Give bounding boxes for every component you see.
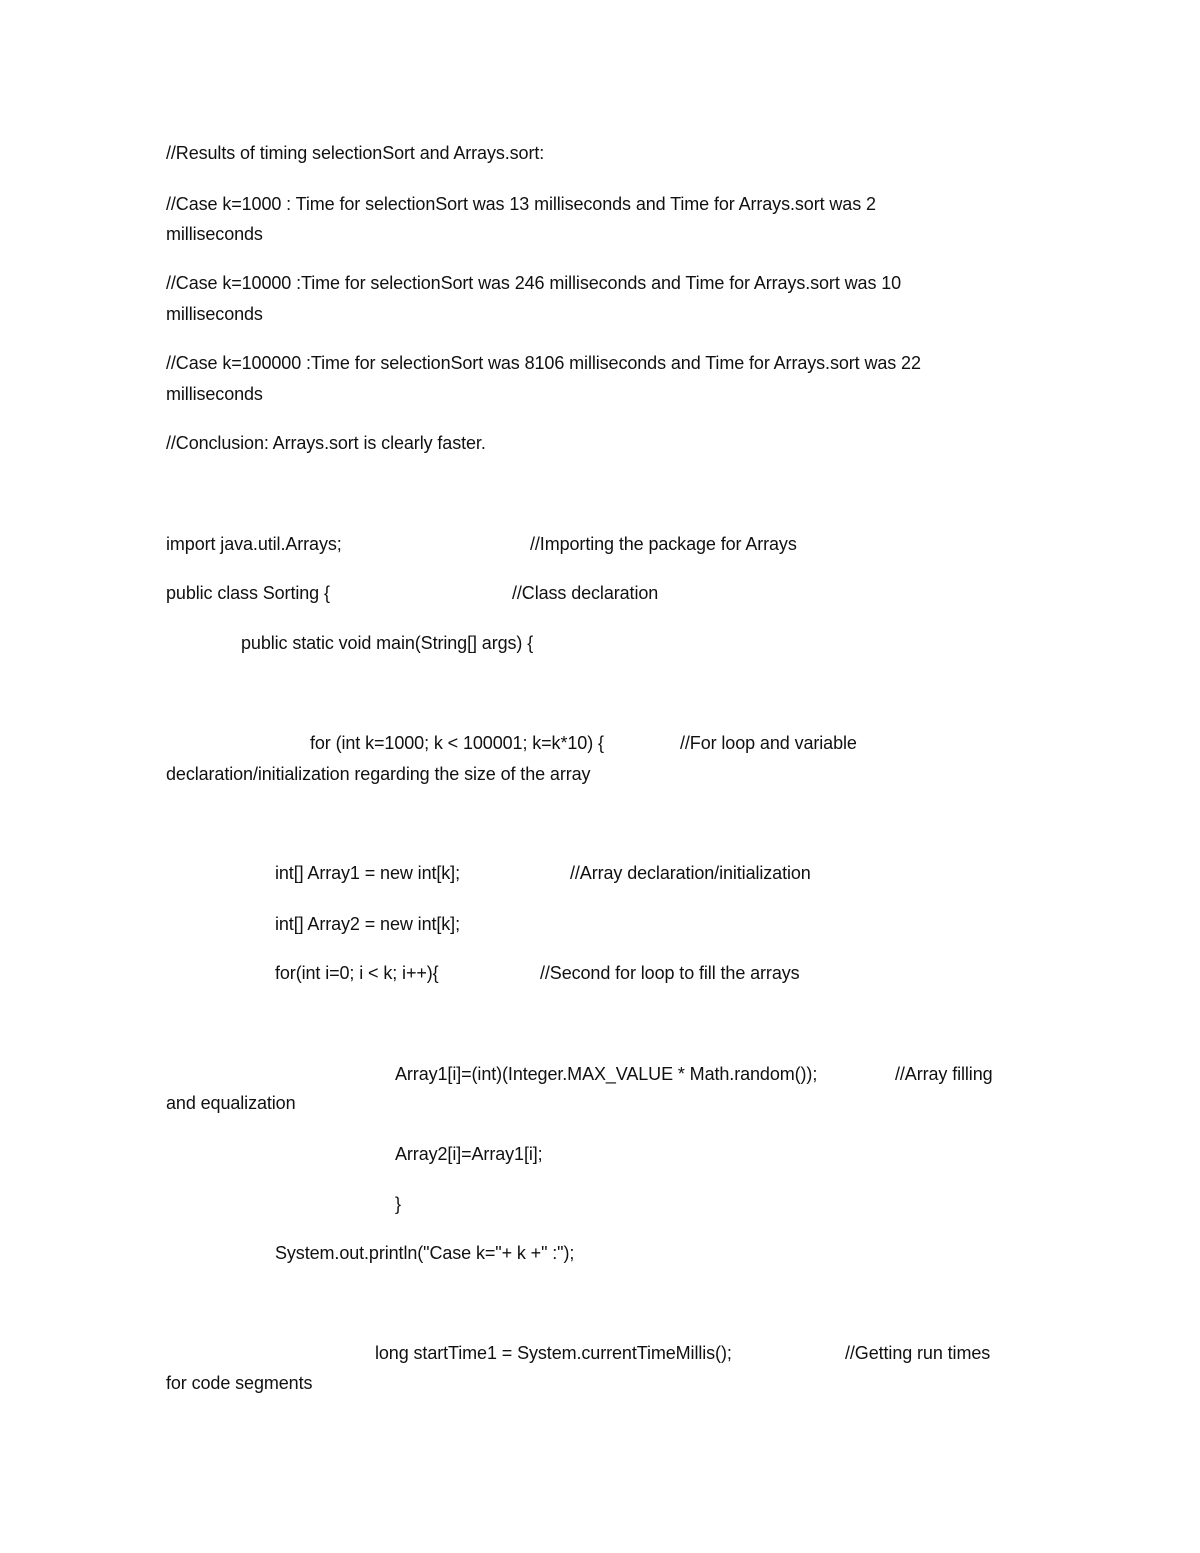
println-statement: System.out.println("Case k="+ k +" :"); [275,1243,575,1263]
outer-for-comment-cont: declaration/initialization regarding the size of the array [166,764,591,784]
case-1000-line: //Case k=1000 : Time for selectionSort was 13 milliseconds and Time for Arrays.sort was 2 [166,194,876,214]
class-comment: //Class declaration [512,583,659,603]
array-declaration-comment: //Array declaration/initialization [570,863,811,883]
start-time-comment-cont: for code segments [166,1373,313,1393]
start-time-comment: //Getting run times [845,1343,991,1363]
class-declaration: public class Sorting { [166,583,330,603]
results-header: //Results of timing selectionSort and Arrays.sort: [166,143,545,163]
main-declaration: public static void main(String[] args) { [241,633,534,653]
case-10000-line-cont: milliseconds [166,304,263,324]
case-100000-line: //Case k=100000 :Time for selectionSort was 8106 milliseconds and Time for Arrays.sort was 22 [166,353,921,373]
import-comment: //Importing the package for Arrays [530,534,797,554]
array1-fill-statement: Array1[i]=(int)(Integer.MAX_VALUE * Math.random()); [395,1064,818,1084]
inner-for-loop: for(int i=0; i < k; i++){ [275,963,439,983]
array2-assignment: Array2[i]=Array1[i]; [395,1144,543,1164]
inner-for-comment: //Second for loop to fill the arrays [540,963,800,983]
case-1000-line-cont: milliseconds [166,224,263,244]
array1-declaration: int[] Array1 = new int[k]; [275,863,460,883]
array-fill-comment: //Array filling [895,1064,993,1084]
outer-for-loop: for (int k=1000; k < 100001; k=k*10) { [310,733,604,753]
outer-for-comment: //For loop and variable [680,733,857,753]
case-100000-line-cont: milliseconds [166,384,263,404]
array2-declaration: int[] Array2 = new int[k]; [275,914,460,934]
conclusion-line: //Conclusion: Arrays.sort is clearly faster. [166,433,486,453]
import-statement: import java.util.Arrays; [166,534,342,554]
start-time-statement: long startTime1 = System.currentTimeMillis(); [375,1343,732,1363]
array-fill-comment-cont: and equalization [166,1093,296,1113]
inner-loop-close-brace: } [395,1194,401,1214]
case-10000-line: //Case k=10000 :Time for selectionSort was 246 milliseconds and Time for Arrays.sort was 10 [166,273,902,293]
